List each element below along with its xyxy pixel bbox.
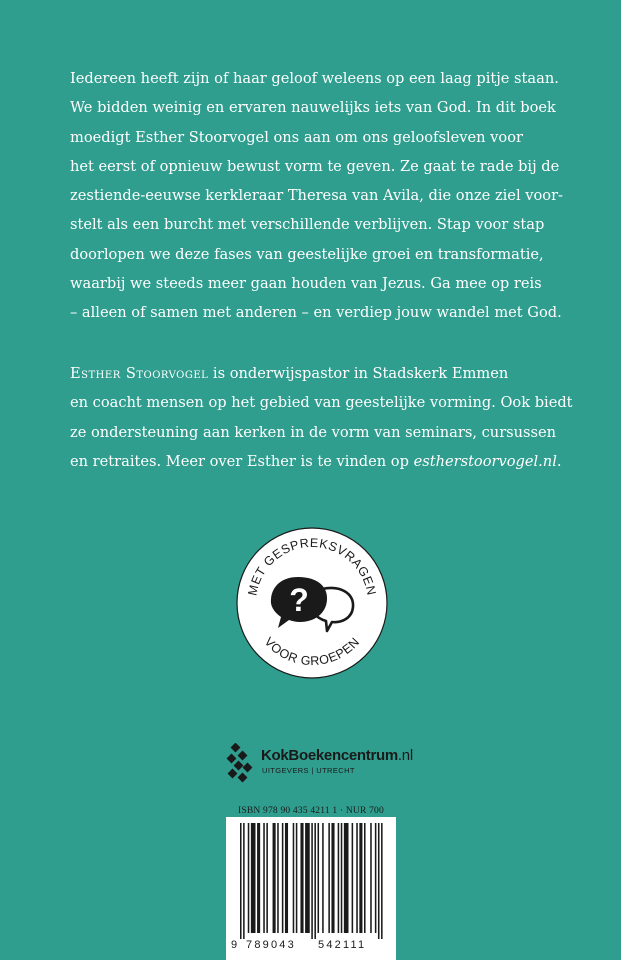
barcode-bar — [248, 823, 250, 933]
barcode-bar — [277, 823, 279, 933]
author-name: Esther Stoorvogel — [70, 365, 209, 382]
barcode — [226, 817, 396, 960]
blurb-line: We bidden weinig en ervaren nauwelijks iets van God. In dit boek — [70, 99, 556, 117]
barcode-bars — [226, 817, 396, 939]
discussion-questions-badge — [236, 527, 388, 679]
blurb-line: het eerst of opnieuw bewust vorm te geven. Ze gaat te rade bij de — [70, 157, 560, 175]
barcode-bar — [251, 823, 256, 933]
barcode-bar — [266, 823, 268, 933]
author-bio-line — [70, 359, 550, 388]
blurb-line: Iedereen heeft zijn of haar geloof weleens op een laag pitje staan. — [70, 70, 559, 87]
barcode-bar — [282, 823, 284, 933]
barcode-left-group: 789043 — [246, 939, 296, 951]
barcode-bar — [318, 823, 320, 933]
publisher-name — [261, 747, 413, 764]
author-bio-text: is onderwijspastor in Stadskerk Emmen — [208, 365, 509, 382]
barcode-bar — [293, 823, 295, 933]
barcode-bar — [243, 823, 245, 939]
blurb-line: waarbij we steeds meer gaan houden van Jezus. Ga mee op reis — [70, 275, 542, 293]
barcode-bar — [322, 823, 324, 933]
publisher-tld: .nl — [397, 747, 413, 764]
badge-bottom-text: VOOR GROEPEN — [261, 634, 363, 669]
barcode-bar — [375, 823, 377, 933]
blurb-line: zestiende-eeuwse kerkleraar Theresa van Avila, die onze ziel voor- — [70, 187, 563, 205]
barcode-bar — [300, 823, 303, 933]
barcode-bar — [352, 823, 354, 933]
author-website: estherstoorvogel.nl — [413, 452, 557, 470]
blurb-text — [70, 64, 563, 328]
blurb-line: moedigt Esther Stoorvogel ons aan om ons geloofsleven voor — [70, 128, 523, 146]
author-bio-text: en retraites. Meer over Esther is te vinden op — [70, 452, 414, 470]
publisher-subtitle: UITGEVERS | UTRECHT — [262, 766, 355, 775]
author-bio-line: ze ondersteuning aan kerken in de vorm van seminars, cursussen — [70, 423, 557, 441]
isbn-text: ISBN 978 90 435 4211 1 · NUR 700 — [238, 806, 384, 816]
author-bio-line: en coacht mensen op het gebied van geestelijke vorming. Ook biedt — [70, 394, 573, 412]
barcode-bar — [331, 823, 334, 933]
author-bio — [70, 359, 573, 476]
barcode-bar — [359, 823, 362, 933]
blurb-line: stelt als een burcht met verschillende verblijven. Stap voor stap — [70, 216, 545, 234]
barcode-bar — [381, 823, 383, 939]
barcode-bar — [364, 823, 366, 933]
author-bio-text: . — [556, 452, 562, 470]
barcode-bar — [314, 823, 316, 939]
barcode-bar — [257, 823, 260, 933]
barcode-bar — [285, 823, 288, 933]
kok-logo-icon — [225, 743, 255, 783]
barcode-bar — [338, 823, 340, 933]
barcode-bar — [328, 823, 330, 933]
barcode-bar — [273, 823, 276, 933]
barcode-bar — [341, 823, 343, 933]
barcode-right-group: 542111 — [318, 939, 367, 951]
blurb-line: doorlopen we deze fases van geestelijke groei en transformatie, — [70, 245, 544, 263]
barcode-bar — [356, 823, 358, 933]
barcode-bar — [296, 823, 298, 933]
badge-top-text: MET GESPREKSVRAGEN — [245, 535, 379, 597]
barcode-bar — [240, 823, 242, 939]
barcode-bar — [311, 823, 313, 939]
author-bio-line — [70, 447, 562, 476]
publisher-logo — [225, 743, 425, 787]
barcode-first-digit: 9 — [231, 939, 238, 951]
barcode-bar — [378, 823, 380, 939]
barcode-bar — [344, 823, 349, 933]
barcode-bar — [263, 823, 265, 933]
publisher-name-text: KokBoekencentrum — [261, 747, 398, 764]
question-mark: ? — [289, 582, 309, 618]
barcode-bar — [305, 823, 310, 933]
blurb-line: – alleen of samen met anderen – en verdiep jouw wandel met God. — [70, 304, 562, 322]
barcode-bar — [370, 823, 372, 933]
